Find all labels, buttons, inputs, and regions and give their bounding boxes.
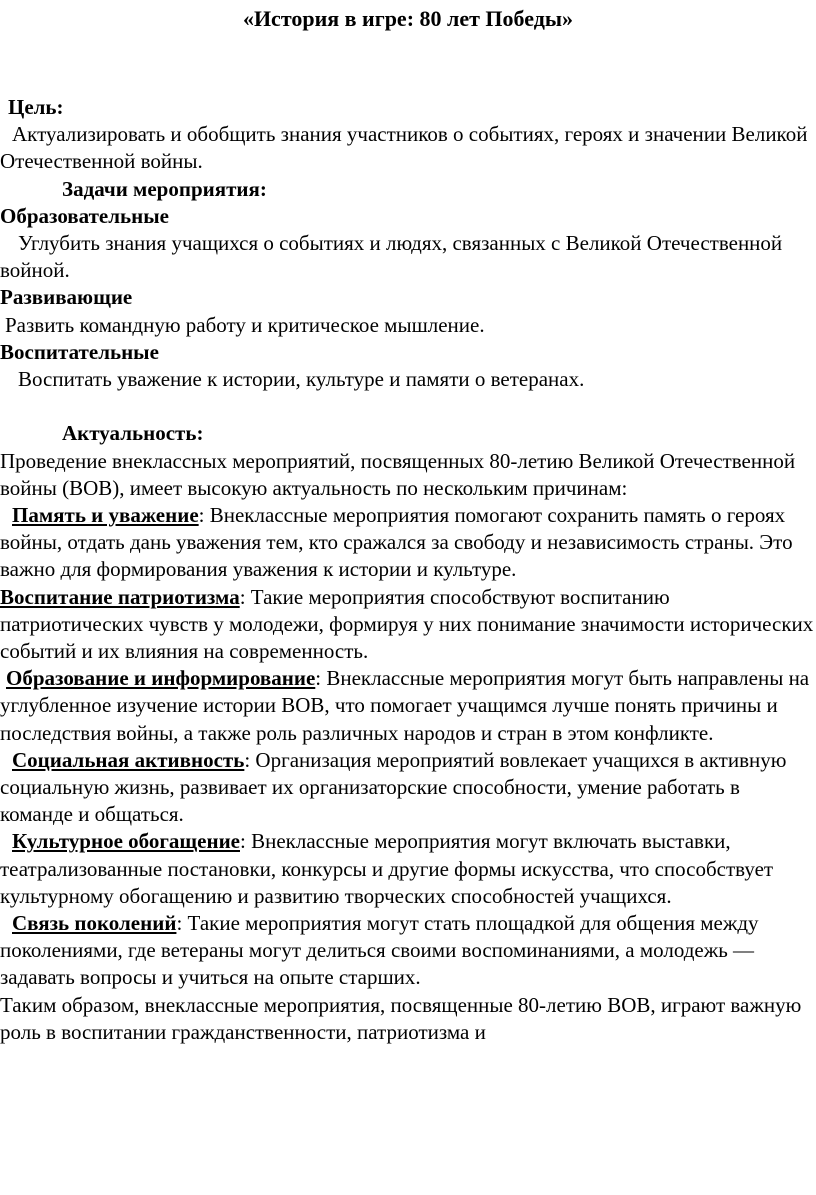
relevance-heading: Актуальность: [62,421,204,446]
reason-education-text: : Внеклассные мероприятия могут быть направлены на углубленное изучение истории ВОВ, что помогает учащимся лучше понять причины и последствия войны, а также роль различных народов и стран в этом конфликте. [0,666,810,745]
reason-social-text: : Организация мероприятий вовлекает учащихся в активную социальную жизнь, развивает их организаторские способности, умение работать в команде и общаться. [0,747,787,827]
reason-education-term: Образование и информирование [6,666,316,691]
task-text-educational-content: Углубить знания учащихся о событиях и людях, связанных с Великой Отечественной войной. [0,231,783,283]
reason-social-term: Социальная активность [12,747,245,772]
relevance-conclusion: Таким образом, внеклассные мероприятия, посвященные 80-летию ВОВ, играют важную роль в воспитании гражданственности, патриотизма и [0,992,802,1044]
document-title: «История в игре: 80 лет Победы» [242,6,574,31]
task-text-developing-content: Развить командную работу и критическое мышление. [5,312,485,337]
tasks-heading: Задачи мероприятия: [62,176,267,201]
reason-culture [0,828,816,910]
goal-heading: Цель: [8,95,64,119]
task-label-upbringing: Воспитательные [0,339,159,364]
reason-social [0,747,816,829]
reason-generations-term: Связь поколений [12,911,177,936]
reason-memory-text: : Внеклассные мероприятия помогают сохранить память о героях войны, отдать дань уважения тем, кто сражался за свободу и независимость страны. Это важно для формирования уважения к истории и культуре. [0,503,793,582]
task-text-upbringing [0,366,816,393]
goal-text [0,121,816,175]
goal-text-content: Актуализировать и обобщить знания участников о событиях, героях и значении Великой Отечественной войны. [0,122,808,174]
reason-patriotism-term: Воспитание патриотизма [0,584,240,609]
task-text-educational [0,230,816,284]
reason-memory [0,502,816,584]
reason-memory-term: Память и уважение [12,503,199,528]
reason-generations-text: : Такие мероприятия могут стать площадкой для общения между поколениями, где ветераны могут делиться своими воспоминаниями, а молодежь — задавать вопросы и учиться на опыте старших. [0,911,759,990]
task-text-developing [0,312,816,339]
reason-patriotism-text: : Такие мероприятия способствуют воспитанию патриотических чувств у молодежи, формируя у них понимание значимости исторических событий и их влияния на современность. [0,584,814,664]
reason-generations [0,910,816,992]
task-text-upbringing-content: Воспитать уважение к истории, культуре и памяти о ветеранах. [18,367,585,392]
task-label-developing: Развивающие [0,285,133,310]
reason-patriotism [0,584,816,666]
task-label-educational: Образовательные [0,203,169,228]
reason-culture-term: Культурное обогащение [12,829,240,854]
reason-culture-text: : Внеклассные мероприятия могут включать выставки, театрализованные постановки, конкурсы и другие формы искусства, что способствует культурному обогащению и развитию творческих способностей учащихся. [0,829,774,908]
spacer [0,393,816,420]
document-body [0,94,816,1046]
reason-education [0,665,816,747]
relevance-intro: Проведение внеклассных мероприятий, посвященных 80-летию Великой Отечественной войны (ВОВ), имеет высокую актуальность по нескольким причинам: [0,448,796,500]
